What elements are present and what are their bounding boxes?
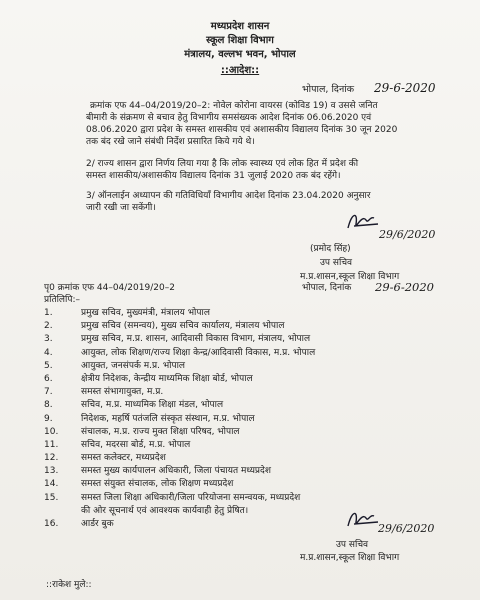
list-item: 13. समस्त मुख्य कार्यपालन अधिकारी, जिला पंचायत मध्यप्रदेश xyxy=(44,466,271,477)
order-title: ::आदेश:: xyxy=(220,65,260,76)
para1-line1: क्रमांक एफ 44–04/2019/20–2: नोवेल कोरोना वायरस (कोविड 19) व उससे जनित xyxy=(90,101,378,111)
signatory-department: म.प्र.शासन,स्कूल शिक्षा विभाग xyxy=(300,272,400,282)
list-item: 11. सचिव, मदरसा बोर्ड, म.प्र. भोपाल xyxy=(44,439,191,450)
list-item: 1. प्रमुख सचिव, मुख्यमंत्री, मंत्रालय भोपाल xyxy=(44,308,210,318)
list-item: 2. प्रमुख सचिव (समन्वय), मुख्य सचिव कार्यालय, मंत्रालय भोपाल xyxy=(44,321,285,332)
list-item: 15. समस्त जिला शिक्षा अधिकारी/जिला परियोजना समन्वयक, मध्यप्रदेश xyxy=(44,492,301,503)
list-item: 16. आर्डर बुक xyxy=(44,519,114,529)
signatory-2-department: म.प्र.शासन,स्कूल शिक्षा विभाग xyxy=(300,553,400,563)
signatory-2-designation: उप सचिव xyxy=(336,540,369,550)
signature-1-date: 29/6/2020 xyxy=(379,228,436,241)
para1-line2: बीमारी के संक्रमण से बचाव हेतु विभागीय समसंख्यक आदेश दिनांक 06.06.2020 एवं xyxy=(86,113,372,123)
endorsement-ref: पृ0 क्रमांक एफ 44–04/2019/20–2 xyxy=(44,283,175,293)
list-item: 12. समस्त कलेक्टर, मध्यप्रदेश xyxy=(44,453,166,464)
copy-label: प्रतिलिपि:– xyxy=(44,295,80,305)
list-item: 8. सचिव, म.प्र. माध्यमिक शिक्षा मंडल, भोपाल xyxy=(44,400,224,411)
dateline-date-handwritten: 29-6-2020 xyxy=(374,81,436,95)
list-item: 14. समस्त संयुक्त संचालक, लोक शिक्षण मध्यप्रदेश xyxy=(44,479,234,490)
list-item: 6. क्षेत्रीय निदेशक, केन्द्रीय माध्यमिक शिक्षा बोर्ड, भोपाल xyxy=(44,373,253,384)
endorsement-date-handwritten: 29-6-2020 xyxy=(375,280,434,294)
para2-line2: समस्त शासकीय/अशासकीय विद्यालय दिनांक 31 जुलाई 2020 तक बंद रहेंगे। xyxy=(86,171,341,181)
list-item-continuation: की ओर सूचनार्थ एवं आवश्यक कार्यवाही हेतु प्रेषित। xyxy=(81,505,249,516)
para2-line1: 2/ राज्य शासन द्वारा निर्णय लिया गया है कि लोक स्वास्थ्य एवं लोक हित में प्रदेश की xyxy=(86,159,359,169)
list-item: 4. आयुक्त, लोक शिक्षण/राज्य शिक्षा केन्द्र/आदिवासी विकास, म.प्र. भोपाल xyxy=(44,347,316,358)
header-government: मध्यप्रदेश शासन xyxy=(210,21,270,32)
signature-1-scribble xyxy=(344,208,384,236)
list-item: 9. निदेशक, महर्षि पतंजलि संस्कृत संस्थान, म.प्र. भोपाल xyxy=(44,413,255,424)
para1-line4: तक बंद रखे जाने संबंधी निर्देश प्रसारित किये गये थे। xyxy=(86,137,255,147)
para3-line1: 3/ ऑनलाईन अध्यापन की गतिविधियॉं विभागीय आदेश दिनांक 23.04.2020 अनुसार xyxy=(86,191,371,201)
para1-line3: 08.06.2020 द्वारा प्रदेश के समस्त शासकीय एवं अशासकीय विद्यालय दिनांक 30 जून 2020 xyxy=(86,125,398,135)
dateline-place: भोपाल, दिनांक xyxy=(302,84,355,95)
endorsement-dateline: भोपाल, दिनांक xyxy=(302,283,352,293)
para3-line2: जारी रखी जा सकेंगी। xyxy=(86,203,156,213)
typist-initials: ::राकेश मुले:: xyxy=(46,580,92,590)
signature-1 xyxy=(344,208,384,236)
signatory-designation: उप सचिव xyxy=(320,258,353,268)
copy-list xyxy=(44,307,464,531)
signatory-name: (प्रमोद सिंह) xyxy=(310,244,351,254)
signature-2-date: 29/6/2020 xyxy=(378,522,435,535)
list-item: 10. संचालक, म.प्र. राज्य मुक्त शिक्षा परिषद, भोपाल xyxy=(44,426,240,437)
list-item: 5. आयुक्त, जनसंपर्क म.प्र. भोपाल xyxy=(44,360,186,371)
header-address: मंत्रालय, वल्लभ भवन, भोपाल xyxy=(184,49,296,60)
list-item: 3. प्रमुख सचिव, म.प्र. शासन, आदिवासी विकास विभाग, मंत्रालय, भोपाल xyxy=(44,334,311,345)
list-item: 7. समस्त संभागायुक्त, म.प्र. xyxy=(44,387,164,398)
header-department: स्कूल शिक्षा विभाग xyxy=(206,35,274,46)
